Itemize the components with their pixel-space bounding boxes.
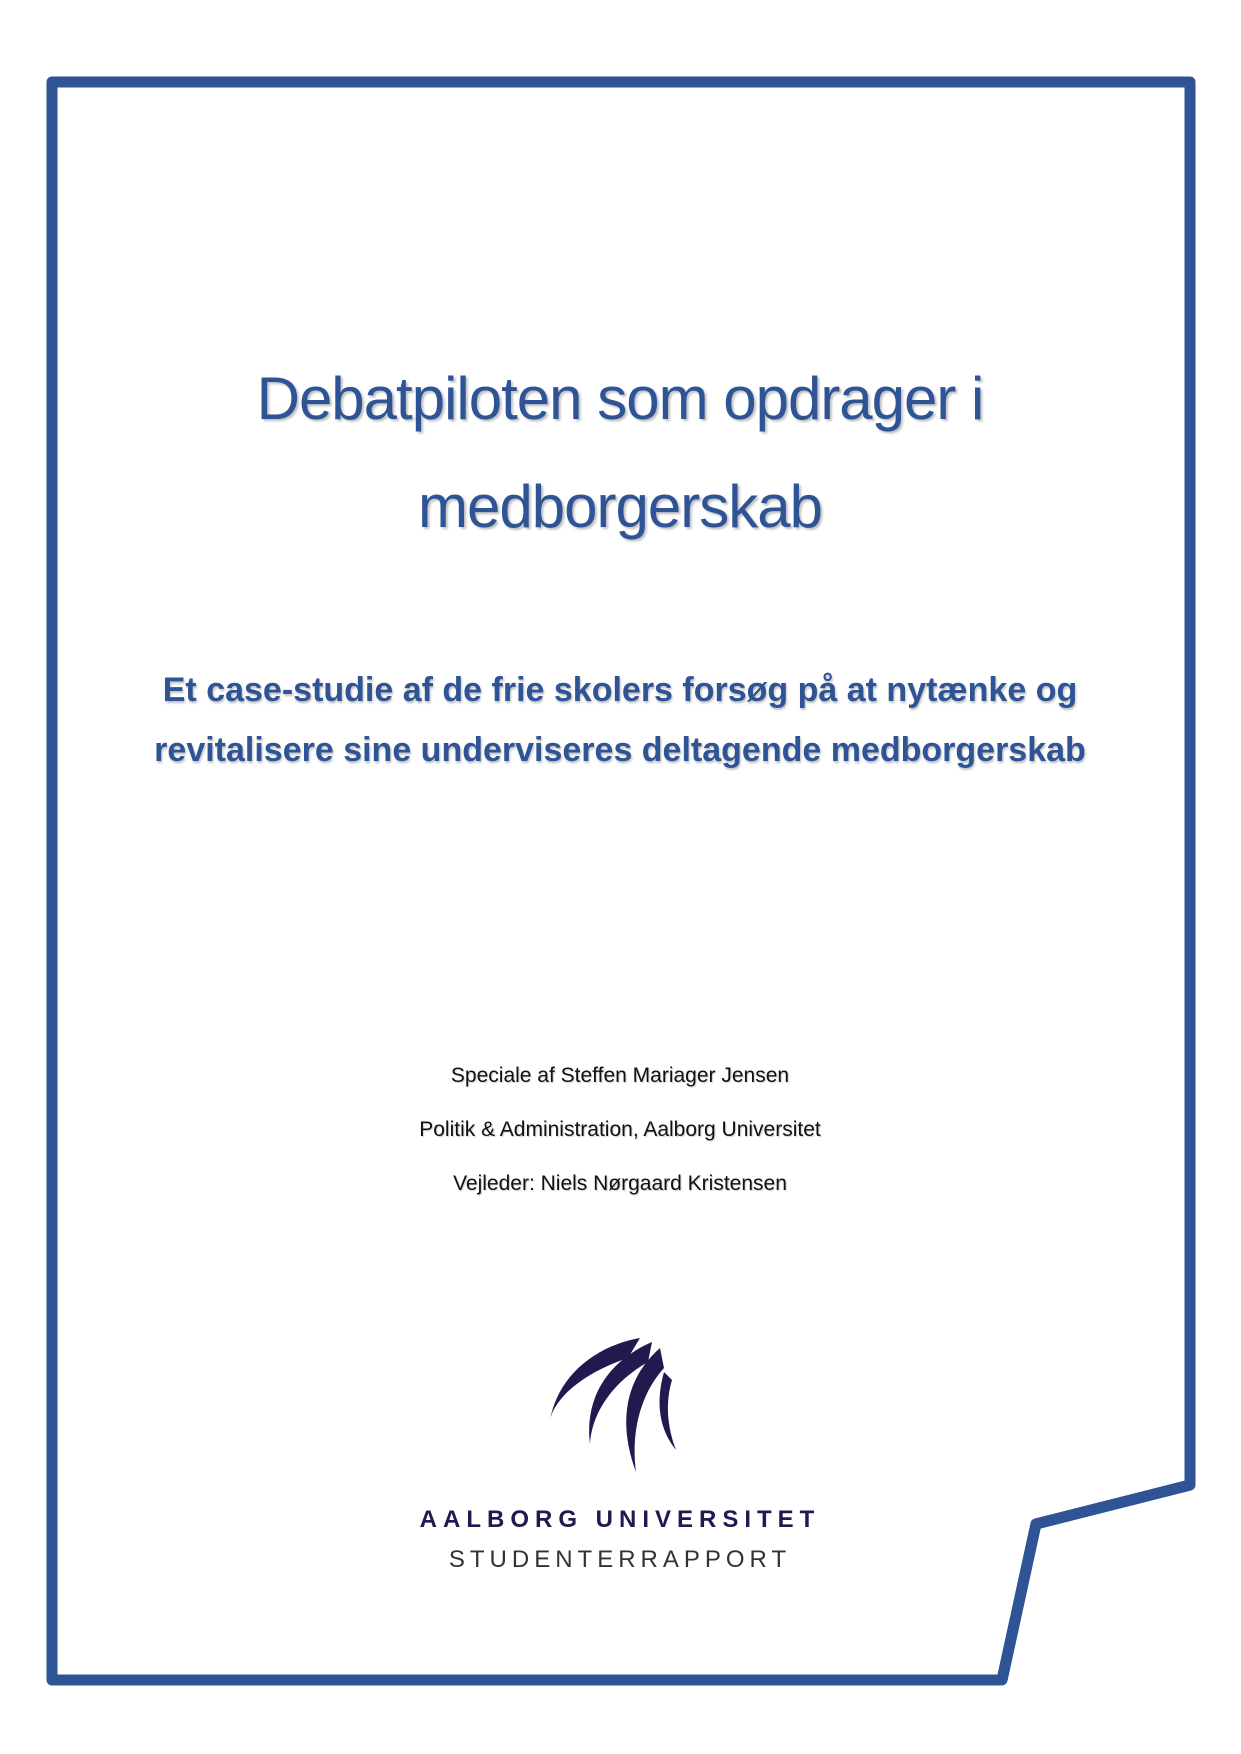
report-type: STUDENTERRAPPORT [448,1546,792,1573]
author-info [170,1060,1070,1222]
author-line: Speciale af Steffen Mariager Jensen [450,1064,790,1087]
document-subtitle: Et case-studie af de frie skolers forsøg på at nytænke og revitalisere sine underviseres deltagende medborgerskab [154,671,1086,769]
document-title: Debatpiloten som opdrager i medborgerskab [256,365,984,540]
aau-wave-logo-icon [540,1338,690,1478]
supervisor-line: Vejleder: Niels Nørgaard Kristensen [453,1172,787,1195]
program-line: Politik & Administration, Aalborg Universitet [419,1118,821,1141]
university-name: AALBORG UNIVERSITET [419,1506,821,1533]
